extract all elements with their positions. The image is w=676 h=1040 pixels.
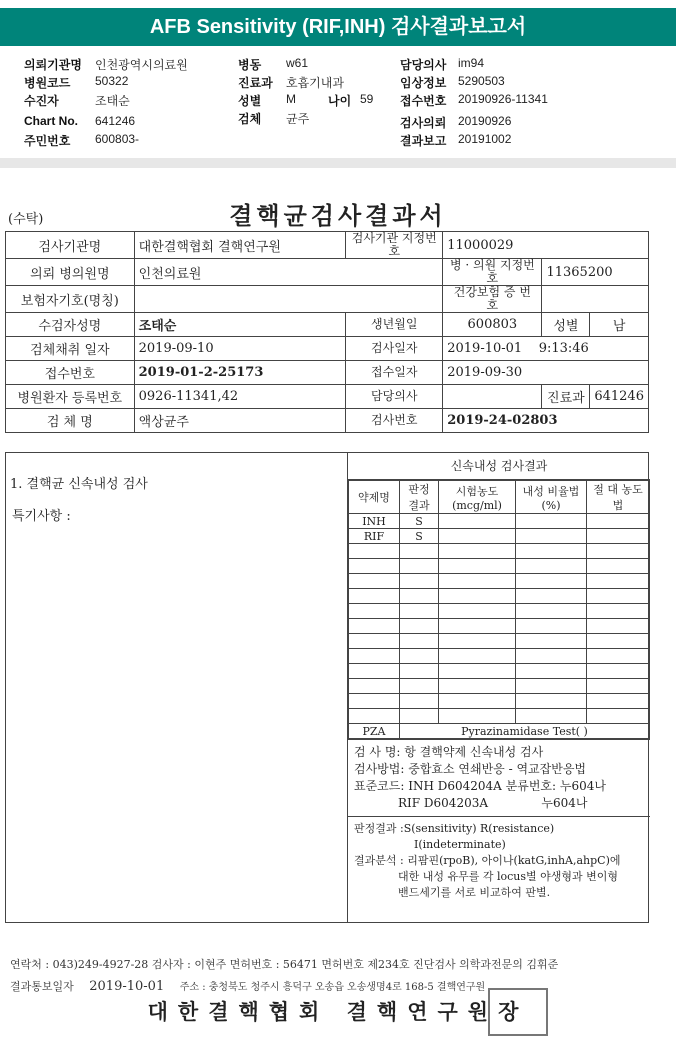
pza-text: Pyrazinamidase Test( ) [400,724,650,739]
judge-line: I(indeterminate) [414,838,506,851]
cell-label: 접수일자 [346,361,443,385]
cell-label: 건강보험 증 번 호 [443,286,542,313]
cell-value: 2019-10-01 9:13:46 [443,337,649,361]
table-row [6,337,649,361]
method-block [348,739,650,816]
info-label: 진료과 [238,76,273,90]
judge-cell: S [400,529,439,544]
method-line: 표준코드: INH D604204A 분류번호: 누604나 [354,779,606,793]
table-row [349,544,650,559]
info-label: 병동 [238,58,262,72]
footer-date: 2019-10-01 [89,979,165,994]
info-value: 조태순 [95,94,130,108]
info-value: 600803- [95,132,140,146]
cell-label: 검사기관명 [6,232,135,259]
result-table [348,480,650,739]
info-value: w61 [286,56,309,70]
col-header: 내성 비율법(%) [516,481,587,514]
drug-cell: RIF [349,529,400,544]
cell-value: 대한결핵협회 결핵연구원 [134,232,346,259]
patient-info [0,52,676,152]
table-row [349,634,650,649]
section-heading: 1. 결핵균 신속내성 검사 [10,477,148,492]
document-title: 결핵균검사결과서 [229,201,447,230]
table-row [349,574,650,589]
cell-value: 액상균주 [134,409,346,433]
table-row [349,664,650,679]
info-label: 의뢰기관명 [24,58,82,72]
info-label: 담당의사 [400,58,447,72]
method-line: RIF D604203A 누604나 [398,796,588,810]
table-row [349,589,650,604]
table-row [349,559,650,574]
cell-value: 0926-11341,42 [134,385,346,409]
table-row [6,232,649,259]
result-section [5,452,649,923]
cell-value: 2019-09-10 [134,337,346,361]
table-row [6,385,649,409]
cell-value: 2019-01-2-25173 [134,361,346,385]
table-row [6,286,649,313]
cell-value: 641246 [590,385,649,409]
info-label: 검체 [238,112,262,126]
cell-label: 의뢰 병의원명 [6,259,135,286]
cell-label: 접수번호 [6,361,135,385]
right-column [347,453,650,922]
table-row [6,313,649,337]
cell-label: 수검자성명 [6,313,135,337]
info-label: 나이 [328,94,352,108]
footer-date-line [10,978,485,994]
cell-label: 검사일자 [346,337,443,361]
info-value: 균주 [286,112,310,126]
scanned-report [0,168,676,1040]
cell-label: 검 체 명 [6,409,135,433]
cell-label: 담당의사 [346,385,443,409]
cell-label: 검사번호 [346,409,443,433]
cell-label: 보험자기호(명칭) [6,286,135,313]
cell-value [542,286,649,313]
cell-value: 2019-24-02803 [443,409,649,433]
info-label: 검사의뢰 [400,116,447,130]
left-column [6,453,347,922]
cell-value: 인천의료원 [134,259,443,286]
cell-value: 600803 [443,313,542,337]
col-header: 판정 결과 [400,481,439,514]
info-label: 결과보고 [400,134,447,148]
table-row [349,619,650,634]
cell-value: 남 [590,313,649,337]
pza-label: PZA [349,724,400,739]
col-header: 약제명 [349,481,400,514]
judge-line: 대한 내성 유무를 각 locus별 야생형과 변이형 [398,870,619,883]
info-value: 641246 [95,114,136,128]
info-value: M [286,92,296,106]
judge-cell: S [400,514,439,529]
table-row [349,649,650,664]
info-value: 50322 [95,74,129,88]
table-row [349,724,650,739]
cell-label: 병원환자 등록번호 [6,385,135,409]
cell-label: 검체채취 일자 [6,337,135,361]
report-title: AFB Sensitivity (RIF,INH) 검사결과보고서 [0,8,676,46]
divider [0,158,676,168]
institution-name: 대한결핵협회 결핵연구원장 [147,999,529,1024]
table-row [349,481,650,514]
info-value: 59 [360,92,374,106]
table-row [349,514,650,529]
table-row [349,694,650,709]
table-row [6,361,649,385]
cell-value [443,385,542,409]
table-row [349,529,650,544]
info-label: 임상정보 [400,76,447,90]
cell-label: 성별 [542,313,590,337]
method-line: 검 사 명: 항 결핵약제 신속내성 검사 [354,745,544,759]
col-header: 시험농도 (mcg/ml) [439,481,516,514]
info-value: 20191002 [458,132,512,146]
info-label: 접수번호 [400,94,447,108]
info-label: 병원코드 [24,76,71,90]
consignment-tag: (수탁) [8,212,44,227]
info-label: 수진자 [24,94,59,108]
cell-value: 11365200 [542,259,649,286]
info-value: im94 [458,56,485,70]
info-value: 5290503 [458,74,505,88]
cell-value: 조태순 [134,313,346,337]
table-row [349,679,650,694]
table-row [6,259,649,286]
info-value: 20190926 [458,114,512,128]
footer-label: 결과통보일자 [10,980,74,993]
judge-line: 판정결과 :S(sensitivity) R(resistance) [354,822,555,835]
table-row [6,409,649,433]
footer-address: 주소 : 충청북도 청주시 흥덕구 오송읍 오송생명4로 168-5 결핵연구원 [179,982,486,993]
cell-label: 병 · 의원 지정번호 [443,259,542,286]
cell-value: 2019-09-30 [443,361,649,385]
judge-block [348,816,650,905]
header-table [5,231,649,433]
table-row [349,709,650,724]
cell-label: 생년월일 [346,313,443,337]
cell-value [134,286,443,313]
info-label: 주민번호 [24,134,71,148]
cell-label: 진료과 [542,385,590,409]
table-row [349,604,650,619]
judge-line: 결과분석 : 리팜핀(rpoB), 아이나(katG,inhA,ahpC)에 [354,854,621,867]
info-value: 인천광역시의료원 [95,58,188,72]
col-header: 절 대 농도법 [587,481,650,514]
info-label: Chart No. [24,114,78,128]
footer-contact: 연락처 : 043)249-4927-28 검사자 : 이현주 면허번호 : 56471 면허번호 제234호 진단검사 의학과전문의 김휘준 [10,958,559,971]
cell-label: 검사기관 지정번호 [346,232,443,259]
method-line: 검사방법: 중합효소 연쇄반응 - 역교잡반응법 [354,762,587,776]
cell-value: 11000029 [443,232,649,259]
result-title: 신속내성 검사결과 [348,453,650,480]
info-value: 호흡기내과 [286,76,344,90]
special-notes: 특기사항 : [12,509,71,524]
judge-line: 밴드세기를 서로 비교하여 판별. [398,886,551,899]
official-seal-icon [488,988,548,1036]
info-label: 성별 [238,94,262,108]
info-value: 20190926-11341 [458,92,548,106]
drug-cell: INH [349,514,400,529]
